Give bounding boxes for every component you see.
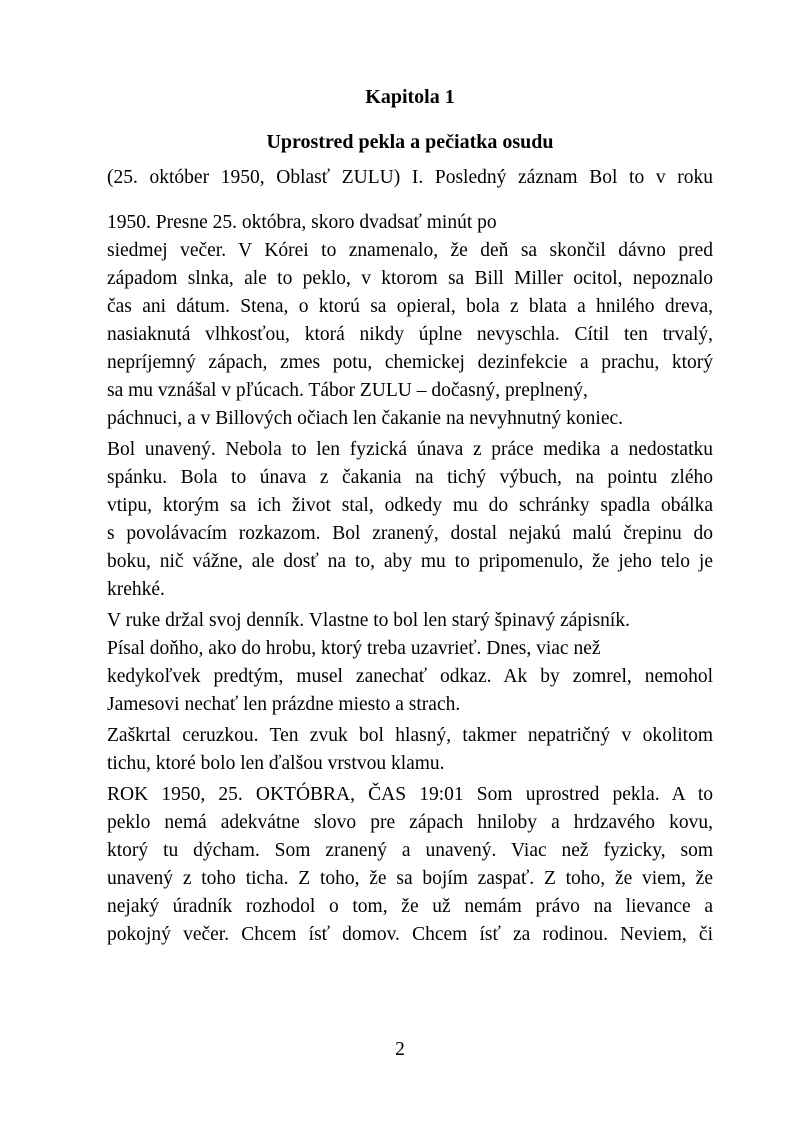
text-line: pokojný večer. Chcem ísť domov. Chcem ísť za rodinou. Neviem, či [107,924,713,945]
text-line: Jamesovi nechať len prázdne miesto a strach. [107,694,461,715]
text-line: unavený z toho ticha. Z toho, že sa bojím zaspať. Z toho, že viem, že [107,868,713,889]
text-line: 1950. Presne 25. októbra, skoro dvadsať minút po [107,212,497,233]
page-body [107,164,713,949]
text-line: (25. október 1950, Oblasť ZULU) I. Posledný záznam Bol to v roku [107,167,713,188]
text-line: čas ani dátum. Stena, o ktorú sa opieral, bola z blata a hnilého dreva, [107,296,713,317]
text-line: sa mu vznášal v pľúcach. Tábor ZULU – dočasný, preplnený, [107,380,588,401]
paragraph [107,436,713,604]
text-line: ROK 1950, 25. OKTÓBRA, ČAS 19:01 Som uprostred pekla. A to [107,784,713,805]
chapter-title: Kapitola 1 [365,86,455,108]
paragraph [107,781,713,949]
text-line: Zaškrtal ceruzkou. Ten zvuk bol hlasný, takmer nepatričný v okolitom [107,725,713,746]
text-line: nejaký úradník rozhodol o tom, že už nemám právo na lievance a [107,896,713,917]
text-line: tichu, ktoré bolo len ďalšou vrstvou klamu. [107,753,445,774]
text-line: peklo nemá adekvátne slovo pre zápach hniloby a hrdzavého kovu, [107,812,713,833]
text-line: páchnuci, a v Billových očiach len čakanie na nevyhnutný koniec. [107,408,624,429]
text-line: Písal doňho, ako do hrobu, ktorý treba uzavrieť. Dnes, viac než [107,638,601,659]
text-line: vtipu, ktorým sa ich život stal, odkedy mu do schránky spadla obálka [107,495,713,516]
text-line: boku, nič vážne, ale dosť na to, aby mu to pripomenulo, že jeho telo je [107,551,713,572]
chapter-subtitle: Uprostred pekla a pečiatka osudu [266,131,554,153]
paragraph [107,209,713,433]
text-line: siedmej večer. V Kórei to znamenalo, že deň sa skončil dávno pred [107,240,713,261]
text-line: spánku. Bola to únava z čakania na tichý výbuch, na pointu zlého [107,467,713,488]
text-line: krehké. [107,579,165,600]
page-number: 2 [395,1039,405,1060]
text-line: V ruke držal svoj denník. Vlastne to bol len starý špinavý zápisník. [107,610,630,631]
text-line: Bol unavený. Nebola to len fyzická únava z práce medika a nedostatku [107,439,713,460]
text-line: s povolávacím rozkazom. Bol zranený, dostal nejakú malú črepinu do [107,523,713,544]
text-line: kedykoľvek predtým, musel zanechať odkaz. Ak by zomrel, nemohol [107,666,713,687]
text-line: ktorý tu dýcham. Som zranený a unavený. Viac než fyzicky, som [107,840,713,861]
paragraph [107,607,713,719]
paragraph [107,722,713,778]
text-line: nepríjemný zápach, zmes potu, chemickej dezinfekcie a prachu, ktorý [107,352,713,373]
page-content [107,86,713,952]
paragraph [107,164,713,192]
page-footer [0,1036,800,1064]
text-line: západom slnka, ale to peklo, v ktorom sa Bill Miller ocitol, nepoznalo [107,268,713,289]
text-line: nasiaknutá vlhkosťou, ktorá nikdy úplne nevyschla. Cítil ten trvalý, [107,324,713,345]
